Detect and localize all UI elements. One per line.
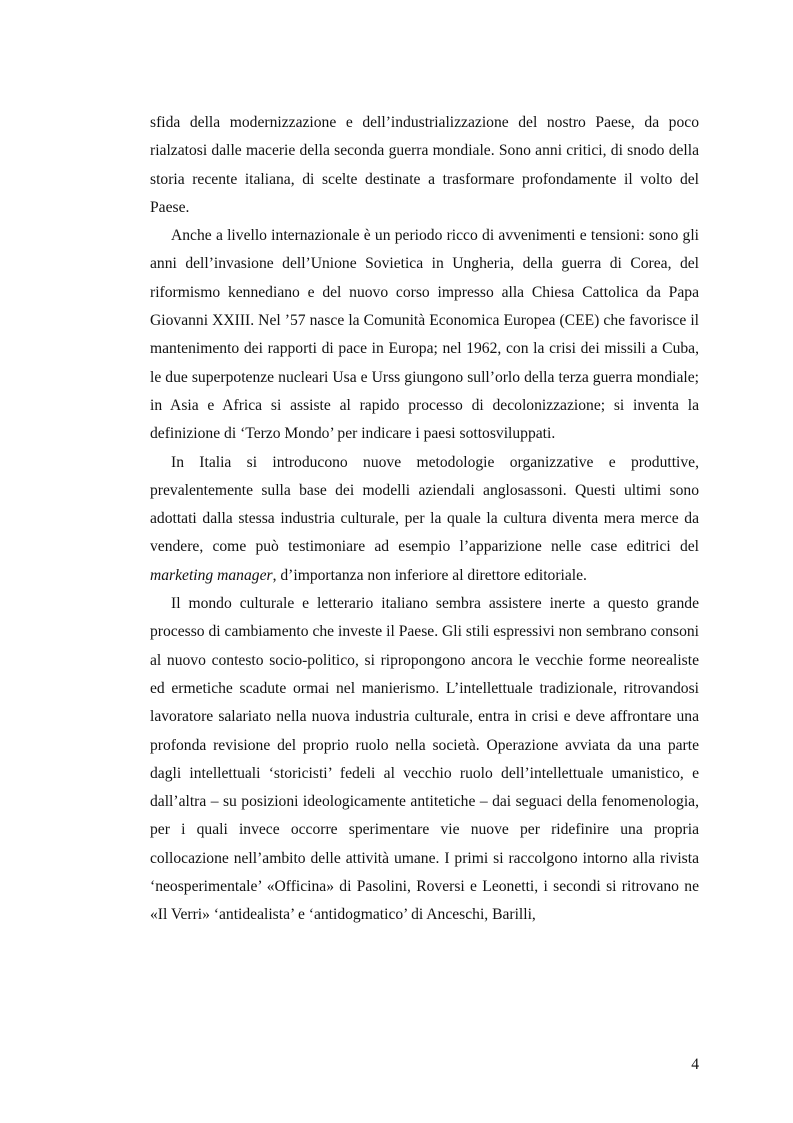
paragraph-3-text-end: , d’importanza non inferiore al direttore editoriale. xyxy=(272,566,587,584)
page-number: 4 xyxy=(691,1056,699,1073)
paragraph-3-text-start: In Italia si introducono nuove metodologie organizzative e produttive, prevalentemente sulla base dei modelli aziendali anglosassoni. Questi ultimi sono adottati dalla stessa industria culturale, per la quale la cultura diventa mera merce da vendere, come può testimoniare ad esempio l’apparizione nelle case editrici del xyxy=(150,453,699,556)
paragraph-2-text: Anche a livello internazionale è un periodo ricco di avvenimenti e tensioni: sono gli anni dell’invasione dell’Unione Sovietica in Ungheria, della guerra di Corea, del riformismo kennediano e del nuovo corso impresso alla Chiesa Cattolica da Papa Giovanni XXIII. Nel ’57 nasce la Comunità Economica Europea (CEE) che favorisce il mantenimento dei rapporti di pace in Europa; nel 1962, con la crisi dei missili a Cuba, le due superpotenze nucleari Usa e Urss giungono sull’orlo della terza guerra mondiale; in Asia e Africa si assiste al rapido processo di decolonizzazione; si inventa la definizione di ‘Terzo Mondo’ per indicare i paesi sottosviluppati. xyxy=(150,227,699,443)
paragraph-3 xyxy=(150,449,699,590)
paragraph-1-text: sfida della modernizzazione e dell’industrializzazione del nostro Paese, da poco rialzatosi dalle macerie della seconda guerra mondiale. Sono anni critici, di snodo della storia recente italiana, di scelte destinate a trasformare profondamente il volto del Paese. xyxy=(150,114,699,216)
paragraph-4-text: Il mondo culturale e letterario italiano sembra assistere inerte a questo grande processo di cambiamento che investe il Paese. Gli stili espressivi non sembrano consoni al nuovo contesto socio-politico, si ripropongono ancora le vecchie forme neorealiste ed ermetiche scadute ormai nel manierismo. L’intellettuale tradizionale, ritrovandosi lavoratore salariato nella nuova industria culturale, entra in crisi e deve affrontare una profonda revisione del proprio ruolo nella società. Operazione avviata da una parte dagli intellettuali ‘storicisti’ fedeli al vecchio ruolo dell’intellettuale umanistico, e dall’altra – su posizioni ideologicamente antitetiche – dai seguaci della fenomenologia, per i quali invece occorre sperimentare vie nuove per ridefinire una propria collocazione nell’ambito delle attività umane. I primi si raccolgono intorno alla rivista ‘neosperimentale’ «Officina» di Pasolini, Roversi e Leonetti, i secondi si ritrovano ne «Il Verri» ‘antidealista’ e ‘antidogmatico’ di Anceschi, Barilli, xyxy=(150,595,699,924)
paragraph-1 xyxy=(150,109,699,222)
body-text xyxy=(150,109,699,930)
paragraph-3-italic-term: marketing manager xyxy=(150,566,273,584)
paragraph-4 xyxy=(150,590,699,930)
paragraph-2 xyxy=(150,222,699,448)
